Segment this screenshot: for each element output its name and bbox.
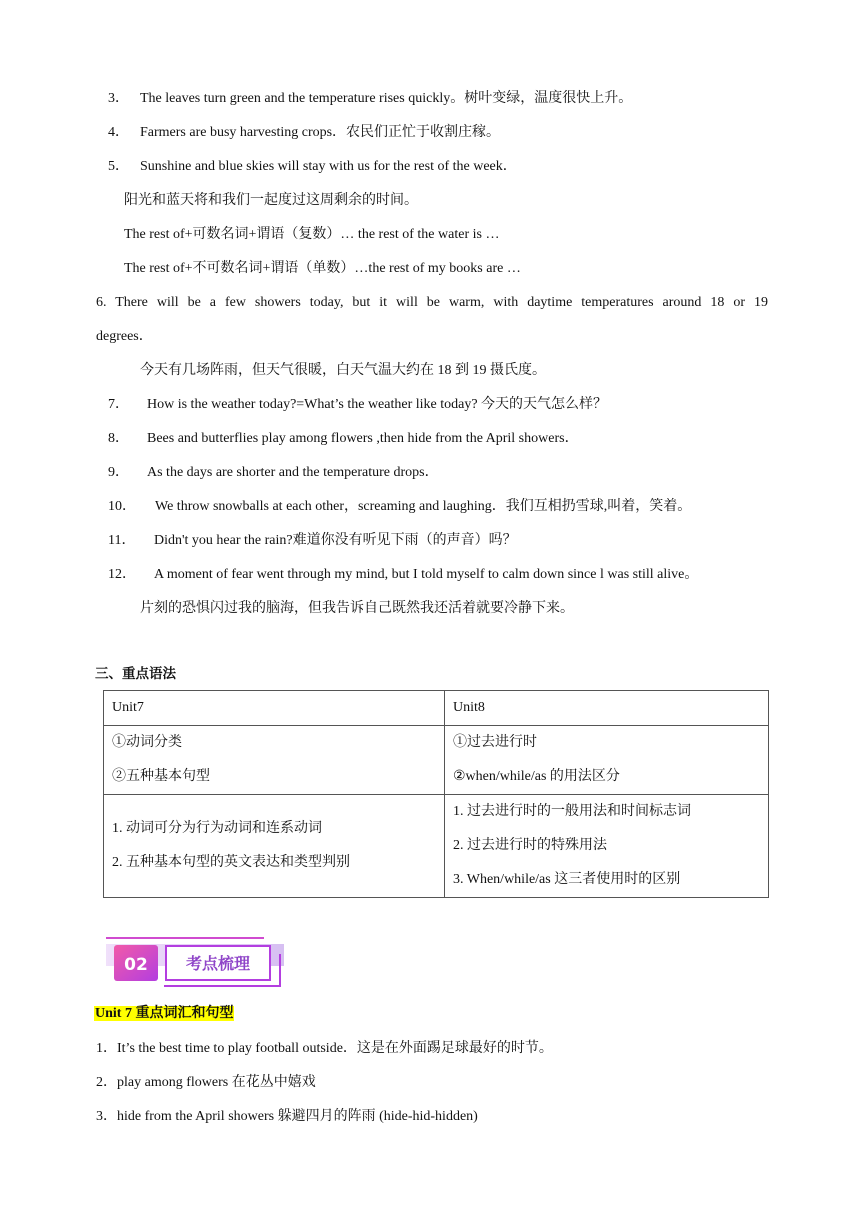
sentence-6-translation: 今天有几场阵雨，但天气很暖，白天气温大约在 18 到 19 摄氏度。 bbox=[140, 363, 546, 378]
sentence-number: 9． bbox=[108, 465, 129, 480]
sentence-11 bbox=[108, 531, 517, 551]
sentence-7 bbox=[108, 395, 607, 415]
sentence-number: 4． bbox=[108, 125, 129, 140]
sentence-number: 5． bbox=[108, 159, 129, 174]
cell-text: ②when/while/as 的用法区分 bbox=[453, 769, 620, 784]
sentence-3 bbox=[108, 89, 632, 109]
grammar-table bbox=[103, 690, 769, 898]
banner-label: 考点梳理 bbox=[185, 954, 251, 973]
list-item: 3．hide from the April showers 躲避四月的阵雨 (hide-hid-hidden) bbox=[96, 1109, 478, 1124]
table-header-cell: Unit7 bbox=[104, 691, 445, 726]
table-row bbox=[104, 726, 769, 795]
sentence-4 bbox=[108, 123, 500, 143]
list-item: 1．It’s the best time to play football outside．这是在外面踢足球最好的时节。 bbox=[96, 1041, 553, 1056]
sentence-12 bbox=[108, 565, 698, 585]
sentence-text: Sunshine and blue skies will stay with us for the rest of the week． bbox=[140, 159, 517, 174]
table-cell bbox=[104, 726, 445, 795]
list-item: 2．play among flowers 在花丛中嬉戏 bbox=[96, 1075, 316, 1090]
sentence-text: As the days are shorter and the temperature drops． bbox=[147, 465, 439, 480]
table-header-cell: Unit8 bbox=[445, 691, 769, 726]
sentence-text: Farmers are busy harvesting crops．农民们正忙于收割庄稼。 bbox=[140, 125, 501, 140]
cell-text: 1. 动词可分为行为动词和连系动词 bbox=[112, 821, 322, 836]
sentence-6-line-1: 6. There will be a few showers today, but it will be warm, with daytime temperatures around 18 or 19 bbox=[96, 295, 768, 310]
sentence-number: 11． bbox=[108, 533, 136, 548]
sentence-number: 3． bbox=[108, 91, 129, 106]
sentence-number: 12． bbox=[108, 567, 136, 582]
sentence-text: Bees and butterflies play among flowers ,then hide from the April showers． bbox=[147, 431, 579, 446]
cell-text: 3. When/while/as 这三者使用时的区别 bbox=[453, 872, 681, 887]
sentence-5-translation: 阳光和蓝天将和我们一起度过这周剩余的时间。 bbox=[124, 193, 418, 208]
sentence-10 bbox=[108, 497, 691, 517]
sentence-12-translation: 片刻的恐惧闪过我的脑海，但我告诉自己既然我还活着就要冷静下来。 bbox=[140, 601, 574, 616]
sentence-9 bbox=[108, 463, 439, 483]
section-banner-02 bbox=[104, 934, 286, 990]
table-cell bbox=[445, 795, 769, 898]
cell-text: ①过去进行时 bbox=[453, 735, 537, 750]
table-row bbox=[104, 795, 769, 898]
table-header-row bbox=[104, 691, 769, 726]
grammar-note-rest-of-2: The rest of+不可数名词+谓语（单数）…the rest of my books are … bbox=[124, 261, 521, 276]
cell-text: 1. 过去进行时的一般用法和时间标志词 bbox=[453, 804, 691, 819]
sentence-8 bbox=[108, 429, 579, 449]
banner-number: 02 bbox=[124, 955, 148, 975]
sentence-text: We throw snowballs at each other，screaming and laughing．我们互相扔雪球,叫着，笑着。 bbox=[155, 499, 692, 514]
table-cell bbox=[445, 726, 769, 795]
sentence-6-line-2: degrees． bbox=[96, 329, 153, 344]
sentence-text: How is the weather today?=What’s the weather like today? 今天的天气怎么样？ bbox=[147, 397, 608, 412]
sentence-text: Didn't you hear the rain?难道你没有听见下雨（的声音）吗？ bbox=[154, 533, 517, 548]
grammar-note-rest-of-1: The rest of+可数名词+谓语（复数）… the rest of the water is … bbox=[124, 227, 500, 242]
unit7-heading-text: Unit 7 重点词汇和句型 bbox=[95, 1006, 234, 1021]
cell-text: 2. 五种基本句型的英文表达和类型判别 bbox=[112, 855, 350, 870]
unit7-heading bbox=[94, 1004, 234, 1024]
sentence-text: The leaves turn green and the temperature rises quickly。树叶变绿，温度很快上升。 bbox=[140, 91, 633, 106]
cell-text: 2. 过去进行时的特殊用法 bbox=[453, 838, 607, 853]
sentence-number: 7． bbox=[108, 397, 129, 412]
sentence-number: 8． bbox=[108, 431, 129, 446]
sentence-number: 10． bbox=[108, 499, 136, 514]
cell-text: ②五种基本句型 bbox=[112, 769, 210, 784]
cell-text: ①动词分类 bbox=[112, 735, 182, 750]
section-heading-key-grammar: 三、重点语法 bbox=[95, 666, 176, 682]
sentence-5 bbox=[108, 157, 517, 177]
table-cell bbox=[104, 795, 445, 898]
sentence-text: A moment of fear went through my mind, but I told myself to calm down since l was still alive。 bbox=[154, 567, 699, 582]
